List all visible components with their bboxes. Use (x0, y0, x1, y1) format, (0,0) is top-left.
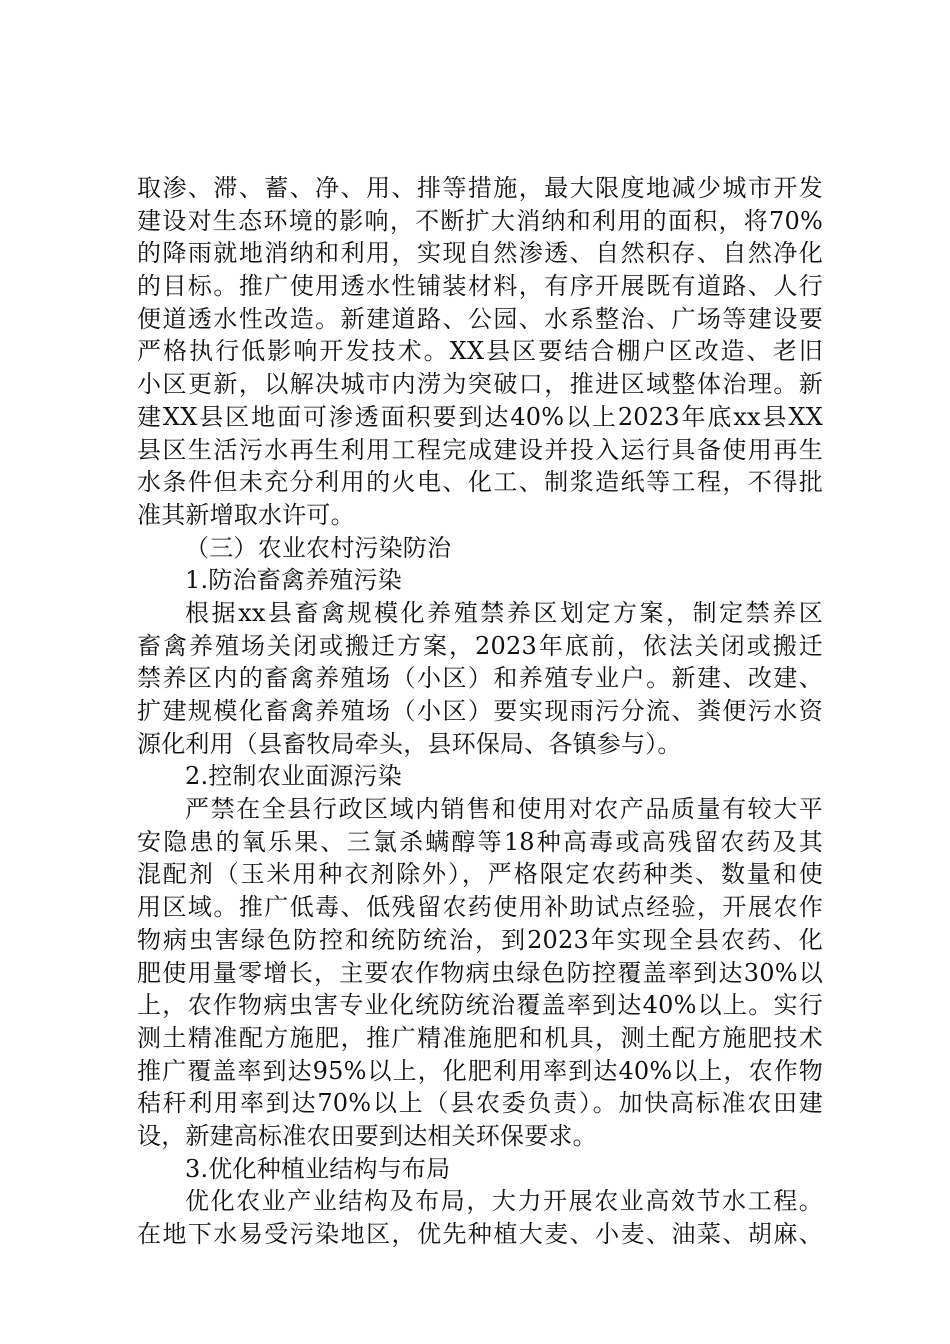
text-line: 上，农作物病虫害专业化统防统治覆盖率到达40%以上。实行 (137, 991, 823, 1020)
text-line: 严格执行低影响开发技术。XX县区要结合棚户区改造、老旧 (137, 337, 823, 366)
text-line: 根据xx县畜禽规模化养殖禁养区划定方案，制定禁养区 (185, 598, 823, 627)
document-page (137, 172, 823, 1251)
text-line: 用区域。推广低毒、低残留农药使用补助试点经验，开展农作 (137, 893, 823, 922)
subsection-heading: 2.控制农业面源污染 (185, 762, 402, 791)
text-line: 取渗、滞、蓄、净、用、排等措施，最大限度地减少城市开发 (137, 174, 823, 202)
text-line: 严禁在全县行政区域内销售和使用对农产品质量有较大平 (185, 795, 823, 824)
text-line: 县区生活污水再生利用工程完成建设并投入运行具备使用再生 (137, 435, 823, 464)
text-line: 肥使用量零增长，主要农作物病虫绿色防控覆盖率到达30%以 (137, 958, 823, 987)
subsection-heading: 3.优化种植业结构与布局 (185, 1154, 451, 1183)
text-line: 秸秆利用率到达70%以上（县农委负责）。加快高标准农田建 (137, 1089, 823, 1118)
text-line: 禁养区内的畜禽养殖场（小区）和养殖专业户。新建、改建、 (137, 664, 823, 693)
text-line: 设，新建高标准农田要到达相关环保要求。 (137, 1121, 597, 1150)
text-line: 便道透水性改造。新建道路、公园、水系整治、广场等建设要 (137, 304, 823, 333)
text-line: 建XX县区地面可渗透面积要到达40%以上2023年底xx县XX (137, 402, 823, 431)
text-line: 测土精准配方施肥，推广精准施肥和机具，测土配方施肥技术 (137, 1023, 823, 1052)
text-line: 的目标。推广使用透水性铺装材料，有序开展既有道路、人行 (137, 272, 823, 301)
text-line: 建设对生态环境的影响，不断扩大消纳和利用的面积，将70% (137, 206, 823, 235)
subsection-heading: 1.防治畜禽养殖污染 (185, 566, 402, 595)
text-line: 水条件但未充分利用的火电、化工、制浆造纸等工程，不得批 (137, 468, 823, 497)
text-line: 准其新增取水许可。 (137, 500, 355, 529)
text-line: 安隐患的氧乐果、三氯杀螨醇等18种高毒或高残留农药及其 (137, 827, 823, 856)
text-line: 源化利用（县畜牧局牵头，县环保局、各镇参与）。 (137, 729, 682, 758)
text-line: 优化农业产业结构及布局，大力开展农业高效节水工程。 (185, 1187, 823, 1216)
text-line: 推广覆盖率到达95%以上，化肥利用率到达40%以上，农作物 (137, 1056, 823, 1085)
text-line: 小区更新，以解决城市内涝为突破口，推进区域整体治理。新 (137, 370, 823, 399)
text-line: 物病虫害绿色防控和统防统治，到2023年实现全县农药、化 (137, 925, 823, 954)
text-line: 在地下水易受污染地区，优先种植大麦、小麦、油菜、胡麻、 (137, 1220, 823, 1248)
section-heading: （三）农业农村污染防治 (185, 533, 452, 562)
text-line: 畜禽养殖场关闭或搬迁方案，2023年底前，依法关闭或搬迁 (137, 631, 823, 660)
text-line: 混配剂（玉米用种衣剂除外），严格限定农药种类、数量和使 (137, 860, 823, 889)
text-line: 的降雨就地消纳和利用，实现自然渗透、自然积存、自然净化 (137, 239, 823, 268)
text-line: 扩建规模化畜禽养殖场（小区）要实现雨污分流、粪便污水资 (137, 697, 823, 725)
